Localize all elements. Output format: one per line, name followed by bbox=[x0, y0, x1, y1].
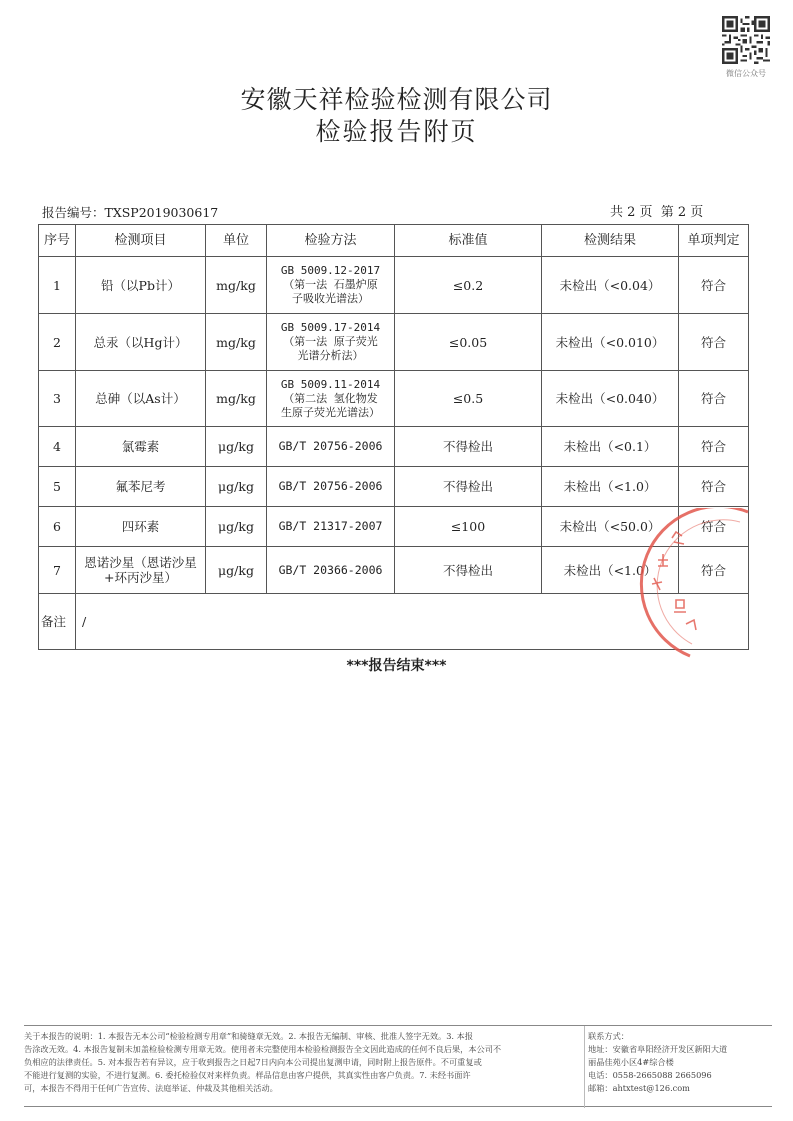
row-no: 3 bbox=[39, 371, 76, 427]
row-item: 总汞（以Hg计） bbox=[76, 314, 206, 371]
page-indicator bbox=[610, 201, 707, 220]
header-result: 检测结果 bbox=[542, 225, 679, 257]
header-item: 检测项目 bbox=[76, 225, 206, 257]
row-standard: 不得检出 bbox=[395, 547, 542, 594]
header-standard: 标准值 bbox=[395, 225, 542, 257]
footer-divider bbox=[584, 1026, 585, 1108]
footer-contact: 联系方式： 地址：安徽省阜阳经济开发区新阳大道 丽晶佳苑小区4#综合楼 电话：0558-2665088 2665096 邮箱：ahtxtest@126.com bbox=[588, 1031, 728, 1093]
row-unit: mg/kg bbox=[206, 257, 267, 314]
row-judgement: 符合 bbox=[679, 257, 749, 314]
row-standard: ≤0.2 bbox=[395, 257, 542, 314]
row-unit: μg/kg bbox=[206, 507, 267, 547]
row-result: 未检出（<1.0） bbox=[542, 547, 679, 594]
row-unit: μg/kg bbox=[206, 547, 267, 594]
row-judgement: 符合 bbox=[679, 371, 749, 427]
row-unit: μg/kg bbox=[206, 467, 267, 507]
report-number: 报告编号：TXSP2019030617 bbox=[42, 205, 219, 220]
notes-value: / bbox=[76, 594, 749, 650]
table-row bbox=[39, 427, 749, 467]
row-unit: mg/kg bbox=[206, 371, 267, 427]
row-method: GB 5009.12-2017 （第一法 石墨炉原 子吸收光谱法） bbox=[267, 257, 395, 314]
table-row bbox=[39, 371, 749, 427]
notes-row bbox=[39, 594, 749, 650]
row-no: 7 bbox=[39, 547, 76, 594]
table-row bbox=[39, 467, 749, 507]
row-result: 未检出（<0.040） bbox=[542, 371, 679, 427]
table-row bbox=[39, 314, 749, 371]
company-name: 安徽天祥检验检测有限公司 bbox=[240, 85, 553, 114]
row-item: 铅（以Pb计） bbox=[76, 257, 206, 314]
row-no: 6 bbox=[39, 507, 76, 547]
row-method: GB/T 20756-2006 bbox=[267, 427, 395, 467]
row-no: 1 bbox=[39, 257, 76, 314]
header-unit: 单位 bbox=[206, 225, 267, 257]
page-number: 第 2 页 bbox=[660, 205, 704, 220]
row-method: GB/T 21317-2007 bbox=[267, 507, 395, 547]
row-judgement: 符合 bbox=[679, 427, 749, 467]
header-method: 检验方法 bbox=[267, 225, 395, 257]
row-item: 氟苯尼考 bbox=[76, 467, 206, 507]
row-standard: 不得检出 bbox=[395, 467, 542, 507]
table-row bbox=[39, 257, 749, 314]
report-end-note: ***报告结束*** bbox=[346, 658, 447, 674]
document-title: 检验报告附页 bbox=[315, 117, 478, 146]
row-standard: ≤100 bbox=[395, 507, 542, 547]
footer bbox=[24, 1025, 772, 1107]
row-judgement: 符合 bbox=[679, 547, 749, 594]
row-unit: μg/kg bbox=[206, 427, 267, 467]
row-method: GB 5009.11-2014 （第二法 氢化物发 生原子荧光光谱法） bbox=[267, 371, 395, 427]
row-item: 四环素 bbox=[76, 507, 206, 547]
table-header-row bbox=[39, 225, 749, 257]
row-unit: mg/kg bbox=[206, 314, 267, 371]
total-pages: 共 2 页 bbox=[610, 205, 653, 220]
results-table bbox=[38, 224, 749, 650]
row-method: GB/T 20756-2006 bbox=[267, 467, 395, 507]
row-no: 5 bbox=[39, 467, 76, 507]
row-result: 未检出（<0.1） bbox=[542, 427, 679, 467]
row-result: 未检出（<0.010） bbox=[542, 314, 679, 371]
table-row bbox=[39, 547, 749, 594]
qr-code-icon bbox=[722, 16, 770, 64]
row-judgement: 符合 bbox=[679, 507, 749, 547]
row-judgement: 符合 bbox=[679, 314, 749, 371]
row-result: 未检出（<50.0） bbox=[542, 507, 679, 547]
header-judgement: 单项判定 bbox=[679, 225, 749, 257]
qr-caption: 微信公众号 bbox=[726, 69, 766, 78]
row-standard: ≤0.5 bbox=[395, 371, 542, 427]
row-item: 总砷（以As计） bbox=[76, 371, 206, 427]
row-standard: ≤0.05 bbox=[395, 314, 542, 371]
row-item: 恩诺沙星（恩诺沙星+环丙沙星） bbox=[76, 547, 206, 594]
footer-notice: 关于本报告的说明：1. 本报告无本公司“检验检测专用章”和骑缝章无效。2. 本报告无编制、审核、批准人签字无效。3. 本报 告涂改无效。4. 本报告复制未加盖检验检测专用章无效。使用者未完整使用本检验检测报告全文因此造成的任何不良后果，本公司不 负相应的法律责任。5. 对本报告若有异议，应于收到报告之日起7日内向本公司提出复测申请，同时附上报告原件。不可重复或 不能进行复测的实验，不进行复测。6. 委托检验仅对来样负责。样品信息由客户提供，其真实性由客户负责。7. 未经书面许 可，本报告不得用于任何广告宣传、法庭举证、仲裁及其他相关活动。 bbox=[24, 1031, 502, 1093]
header-no: 序号 bbox=[39, 225, 76, 257]
row-result: 未检出（<1.0） bbox=[542, 467, 679, 507]
row-result: 未检出（<0.04） bbox=[542, 257, 679, 314]
row-no: 2 bbox=[39, 314, 76, 371]
row-method: GB 5009.17-2014 （第一法 原子荧光 光谱分析法） bbox=[267, 314, 395, 371]
row-method: GB/T 20366-2006 bbox=[267, 547, 395, 594]
row-no: 4 bbox=[39, 427, 76, 467]
row-standard: 不得检出 bbox=[395, 427, 542, 467]
notes-label: 备注 bbox=[39, 594, 76, 650]
row-judgement: 符合 bbox=[679, 467, 749, 507]
table-row bbox=[39, 507, 749, 547]
row-item: 氯霉素 bbox=[76, 427, 206, 467]
